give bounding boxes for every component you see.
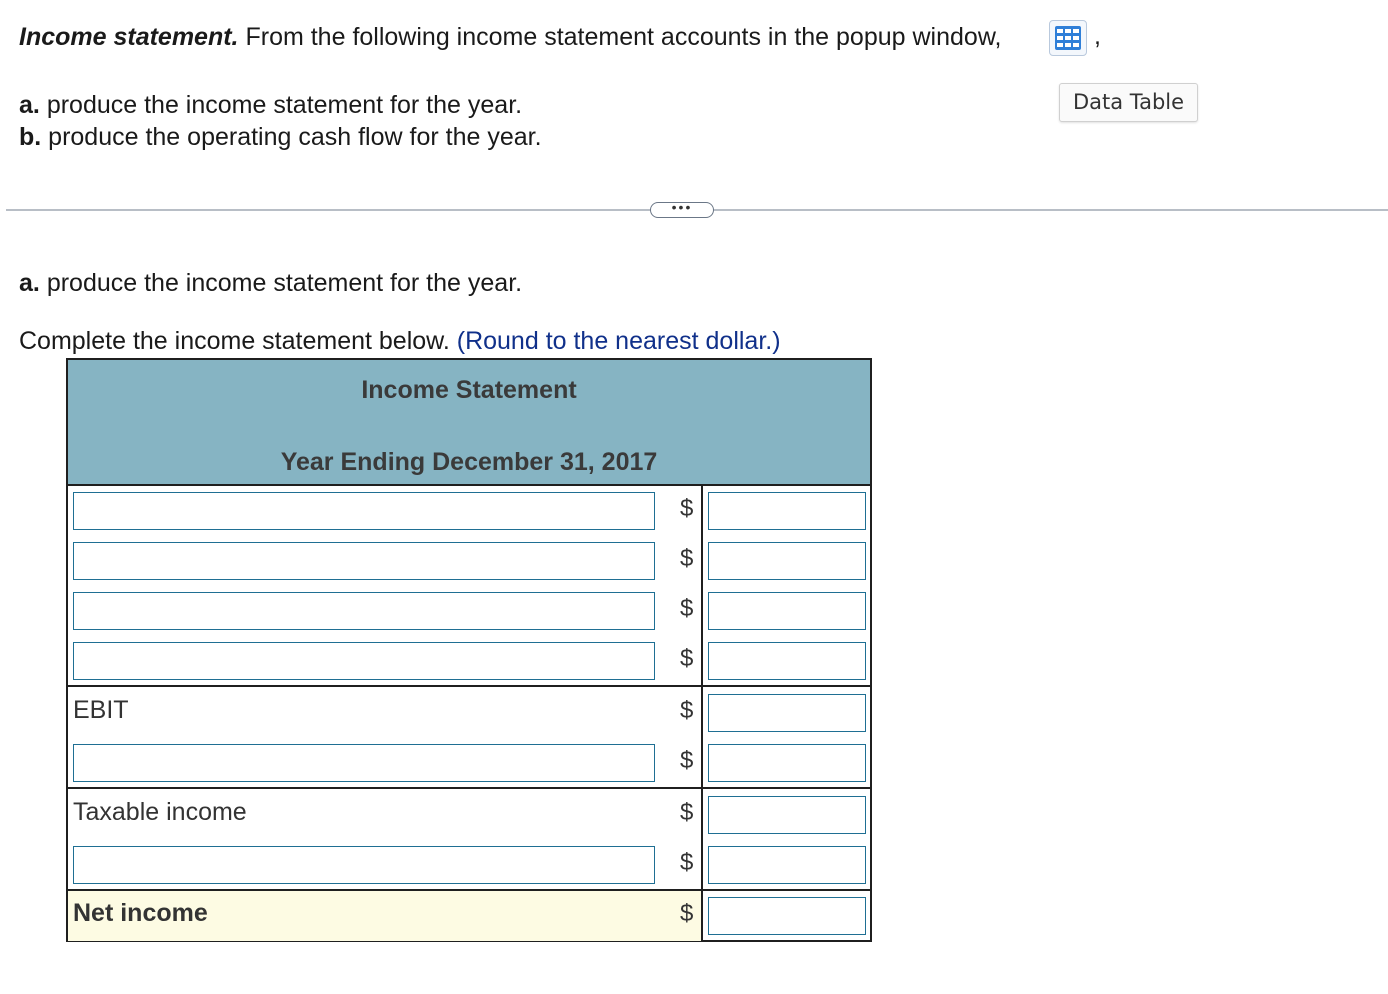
account-name-input[interactable] bbox=[73, 542, 655, 580]
dollar-sign: $ bbox=[680, 495, 694, 522]
current-task-label: a. bbox=[19, 269, 40, 297]
account-name-input[interactable] bbox=[73, 744, 655, 782]
task-a-label: a. bbox=[19, 91, 40, 119]
task-b bbox=[19, 122, 542, 152]
ebit-amount-input[interactable] bbox=[708, 694, 866, 732]
taxable-income-label: Taxable income bbox=[73, 798, 247, 826]
ebit-label: EBIT bbox=[73, 696, 129, 724]
amount-input[interactable] bbox=[708, 846, 866, 884]
amount-input[interactable] bbox=[708, 592, 866, 630]
amount-input[interactable] bbox=[708, 492, 866, 530]
task-a bbox=[19, 90, 522, 120]
dollar-sign: $ bbox=[680, 697, 694, 724]
task-b-text: produce the operating cash flow for the year. bbox=[48, 123, 542, 151]
data-table-icon[interactable] bbox=[1049, 20, 1087, 56]
statement-row bbox=[68, 586, 870, 636]
income-statement-table bbox=[66, 358, 872, 942]
dollar-sign: $ bbox=[680, 900, 694, 927]
statement-title: Income Statement bbox=[361, 376, 577, 404]
rounding-hint: (Round to the nearest dollar.) bbox=[456, 327, 781, 355]
statement-row bbox=[68, 738, 870, 788]
task-b-label: b. bbox=[19, 123, 42, 151]
comma: , bbox=[1094, 22, 1101, 50]
question-title: Income statement. bbox=[19, 23, 239, 51]
statement-period: Year Ending December 31, 2017 bbox=[280, 448, 658, 476]
expand-more-button[interactable]: ••• bbox=[650, 202, 714, 218]
account-name-input[interactable] bbox=[73, 592, 655, 630]
amount-input[interactable] bbox=[708, 642, 866, 680]
amount-input[interactable] bbox=[708, 744, 866, 782]
account-name-input[interactable] bbox=[73, 846, 655, 884]
dollar-sign: $ bbox=[680, 645, 694, 672]
row-separator bbox=[68, 787, 870, 789]
question-text: From the following income statement accounts in the popup window, bbox=[245, 23, 1002, 51]
dollar-sign: $ bbox=[680, 595, 694, 622]
account-name-input[interactable] bbox=[73, 492, 655, 530]
current-task-text: produce the income statement for the year. bbox=[46, 269, 523, 297]
statement-row bbox=[68, 486, 870, 536]
column-divider bbox=[701, 484, 703, 940]
net-income-label: Net income bbox=[73, 899, 208, 927]
data-table-button[interactable]: Data Table bbox=[1059, 83, 1198, 122]
dollar-sign: $ bbox=[680, 545, 694, 572]
statement-row bbox=[68, 536, 870, 586]
question-intro bbox=[19, 22, 1001, 52]
statement-row-taxable-income bbox=[68, 790, 870, 840]
dollar-sign: $ bbox=[680, 849, 694, 876]
account-name-input[interactable] bbox=[73, 642, 655, 680]
statement-row-ebit bbox=[68, 688, 870, 738]
statement-row-net-income bbox=[68, 891, 870, 941]
statement-row bbox=[68, 840, 870, 890]
current-task bbox=[19, 268, 522, 298]
task-a-text: produce the income statement for the year. bbox=[46, 91, 523, 119]
statement-row bbox=[68, 636, 870, 686]
row-separator bbox=[68, 685, 870, 687]
amount-input[interactable] bbox=[708, 542, 866, 580]
instruction-text: Complete the income statement below. bbox=[19, 327, 450, 355]
dollar-sign: $ bbox=[680, 799, 694, 826]
statement-header bbox=[68, 360, 870, 486]
net-income-amount-input[interactable] bbox=[708, 897, 866, 935]
dollar-sign: $ bbox=[680, 747, 694, 774]
instruction-line bbox=[19, 326, 781, 356]
taxable-income-amount-input[interactable] bbox=[708, 796, 866, 834]
